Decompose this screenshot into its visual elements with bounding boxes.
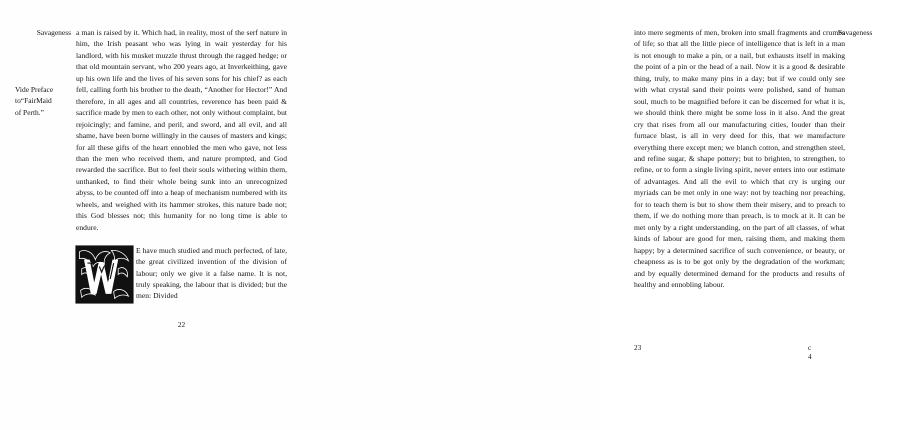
margin-note-running-head-left: Savageness bbox=[36, 28, 71, 37]
signature-mark: c 4 bbox=[808, 343, 813, 361]
folio-right: 23 bbox=[634, 343, 642, 352]
margin-note-reference-line-1: Vide Preface bbox=[15, 85, 54, 94]
margin-note-reference-line-2: to“FairMaid bbox=[15, 96, 52, 106]
margin-note-reference-line-3: of Perth.” bbox=[15, 107, 44, 117]
body-text-right bbox=[634, 27, 845, 290]
body-text-left bbox=[76, 27, 287, 303]
paragraph-segments-of-men: into mere segments of men, broken into small fragments and crumbs of life; so that all the little piece of intelligence that is left in a man is not enough to make a pin, or a nail, but exhausts itself in making the point of a pin or the head of a nail. Now it is a good & desirable thing, truly, to make many pins in a day; but if we could only see with what crystal sand their points were polished, sand of human soul, much to be magnified before it can be discerned for what it is, we should think there might be some loss in it also. And the great cry that rises from all our manufacturing cities, louder than their furnace blast, is all in very deed for this, that we manufacture everything there except men; we blanch cotton, and strengthen steel, and refine sugar, & shape pottery; but to brighten, to strengthen, to refine, or to form a single living spirit, never enters into our estimate of advantages. And all the evil to which that cry is urging our myriads can be met only in one way: not by teaching nor preaching, for to teach them is but to show them their misery, and to preach to them, if we do nothing more than preach, is to mock at it. It can be met only by a right understanding, on the part of all classes, of what kinds of labour are good for men, raising them, and making them happy; by a determined sacrifice of such convenience, or beauty, or cheapness as is to be got only by the degradation of the workman; and by equally determined demand for the products and results of healthy and ennobling labour. bbox=[634, 28, 845, 289]
margin-note-reference bbox=[0, 84, 71, 118]
paragraph-savageness-continued: a man is raised by it. Which had, in reality, most of the serf nature in him, the Irish peasant who was lying in wait yesterday for his landlord, with his musket muzzle thrust through the ragged hedge; or that old mountain servant, who 200 years ago, at Inverkeithing, gave up his own life and the lives of his seven sons for his chief? as each fell, calling forth his brother to the death, “Another for Hector!” And therefore, in all ages and all countries, reverence has been paid & sacrifice made by men to each other, not only without complaint, but rejoicingly; and famine, and peril, and sword, and all evil, and all shame, have been borne willingly in the causes of masters and kings; for all these gifts of the heart ennobled the men who gave, not less than the men who received them, and nature prompted, and God rewarded the sacrifice. But to feel their souls withering within them, unthanked, to find their whole being sunk into an unrecognized abyss, to be counted off into a heap of mechanism numbered with its wheels, and weighed with its hammer strokes, this nature bade not; this God blesses not; this humanity for no long time is able to endure. bbox=[76, 28, 287, 232]
page-verso bbox=[0, 0, 300, 430]
margin-note-running-head-right: Savageness bbox=[838, 28, 873, 37]
paragraph-division-of-labour: E have much studied and much perfected, of late, the great civilized invention of the division of labour; only we give it a false name. It is not, truly speaking, the labour that is divided; but the men: Divided bbox=[136, 245, 287, 301]
page-recto bbox=[300, 0, 873, 430]
folio-left: 22 bbox=[177, 320, 186, 329]
ornamental-initial-w-icon bbox=[76, 246, 133, 303]
